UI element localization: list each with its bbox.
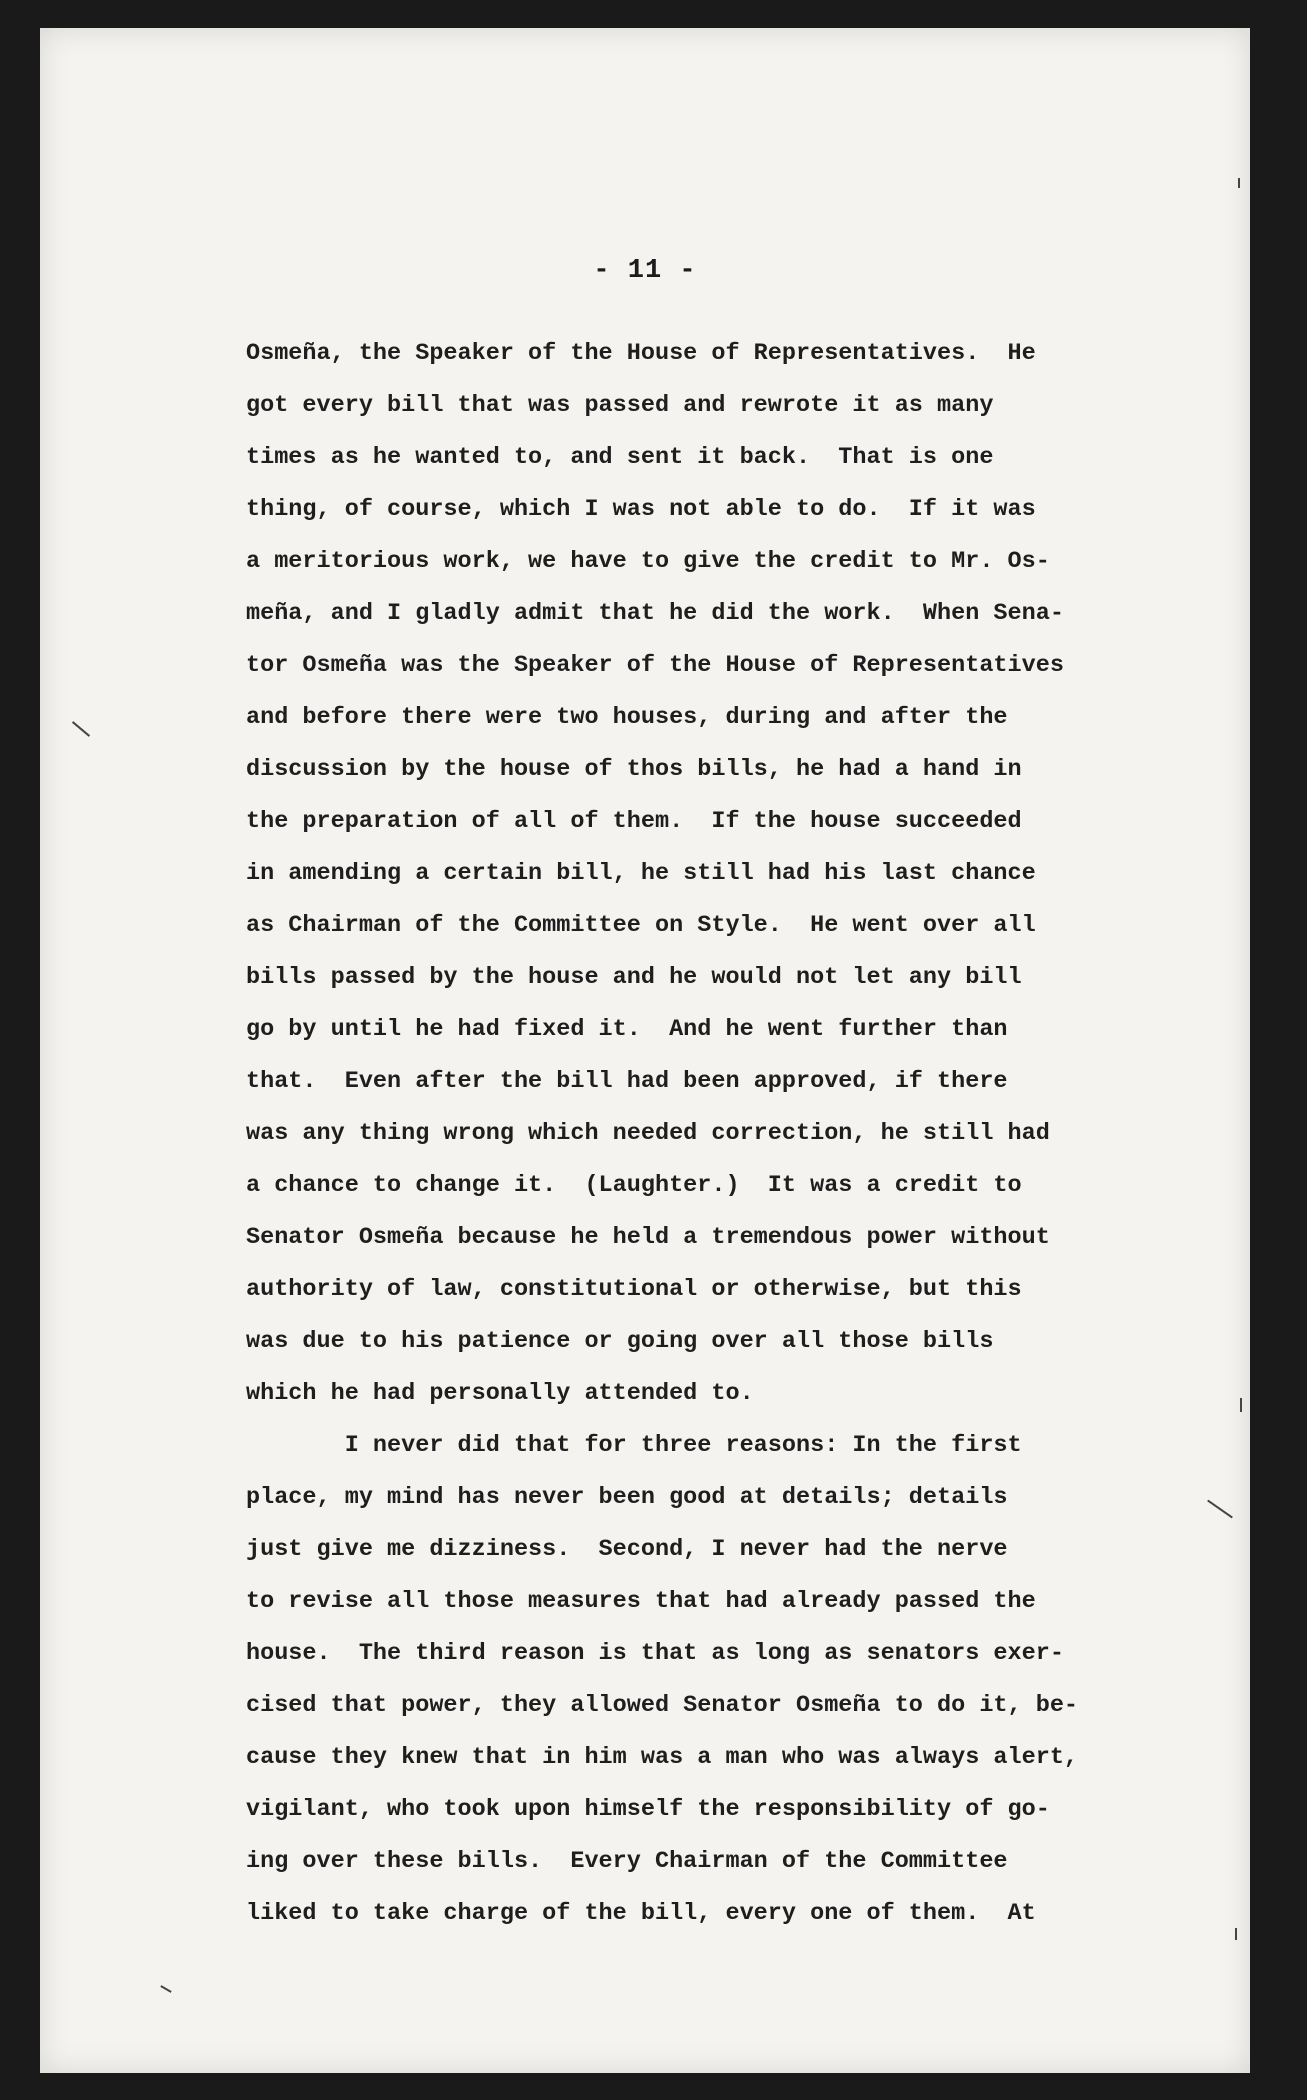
text-line: house. The third reason is that as long as senators exer- xyxy=(246,1640,1064,1667)
text-line: go by until he had fixed it. And he went further than xyxy=(246,1016,1008,1043)
text-line: a chance to change it. (Laughter.) It was a credit to xyxy=(246,1172,1022,1199)
text-line: just give me dizziness. Second, I never had the nerve xyxy=(246,1536,1008,1563)
text-line: ing over these bills. Every Chairman of the Committee xyxy=(246,1848,1008,1875)
text-line: discussion by the house of thos bills, he had a hand in xyxy=(246,756,1022,783)
text-line: times as he wanted to, and sent it back. That is one xyxy=(246,444,994,471)
text-line: vigilant, who took upon himself the responsibility of go- xyxy=(246,1796,1050,1823)
text-line: to revise all those measures that had already passed the xyxy=(246,1588,1036,1615)
text-line: bills passed by the house and he would not let any bill xyxy=(246,964,1022,991)
text-line: cised that power, they allowed Senator Osmeña to do it, be- xyxy=(246,1692,1079,1719)
body-text xyxy=(246,328,1226,1940)
text-line: and before there were two houses, during and after the xyxy=(246,704,1008,731)
scan-speck xyxy=(1240,1398,1242,1412)
scan-speck xyxy=(1235,1928,1237,1940)
text-line: as Chairman of the Committee on Style. He went over all xyxy=(246,912,1036,939)
text-line: Senator Osmeña because he held a tremendous power without xyxy=(246,1224,1050,1251)
text-line: meña, and I gladly admit that he did the work. When Sena- xyxy=(246,600,1064,627)
text-line: cause they knew that in him was a man who was always alert, xyxy=(246,1744,1079,1771)
text-line: place, my mind has never been good at details; details xyxy=(246,1484,1008,1511)
text-line: liked to take charge of the bill, every one of them. At xyxy=(246,1900,1036,1927)
scan-speck xyxy=(160,1985,171,1993)
text-line: in amending a certain bill, he still had his last chance xyxy=(246,860,1036,887)
page-number: - 11 - xyxy=(593,256,697,286)
scan-speck xyxy=(72,721,90,737)
text-line: I never did that for three reasons: In the first xyxy=(246,1432,1022,1459)
text-line: thing, of course, which I was not able to do. If it was xyxy=(246,496,1036,523)
text-line: authority of law, constitutional or otherwise, but this xyxy=(246,1276,1022,1303)
document-page xyxy=(40,28,1250,2073)
scan-speck xyxy=(1238,178,1240,188)
text-line: Osmeña, the Speaker of the House of Representatives. He xyxy=(246,340,1036,367)
text-line: the preparation of all of them. If the house succeeded xyxy=(246,808,1022,835)
text-line: which he had personally attended to. xyxy=(246,1380,754,1407)
text-line: tor Osmeña was the Speaker of the House of Representatives xyxy=(246,652,1064,679)
text-line: was due to his patience or going over all those bills xyxy=(246,1328,994,1355)
text-line: got every bill that was passed and rewrote it as many xyxy=(246,392,994,419)
text-line: that. Even after the bill had been approved, if there xyxy=(246,1068,1008,1095)
text-line: a meritorious work, we have to give the credit to Mr. Os- xyxy=(246,548,1050,575)
text-line: was any thing wrong which needed correction, he still had xyxy=(246,1120,1050,1147)
